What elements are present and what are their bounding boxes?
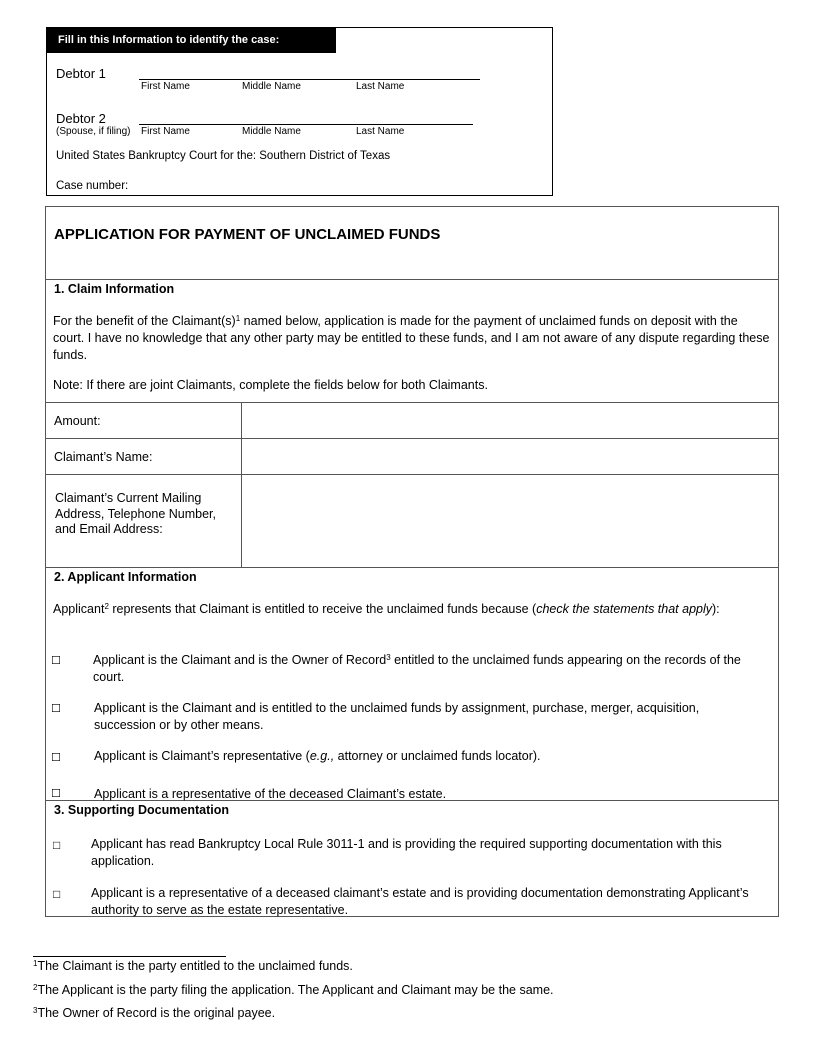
option-estate-documentation: Applicant is a representative of a deceased claimant’s estate and is providing documentation demonstrating Applicant’s authority to serve as the estate representative.	[91, 886, 749, 917]
option-local-rule: Applicant has read Bankruptcy Local Rule 3011-1 and is providing the required supporting documentation with this application.	[91, 837, 722, 868]
amount-input[interactable]	[243, 403, 777, 437]
claimant-name-label: Claimant’s Name:	[54, 450, 153, 464]
footnote-2: $^2$The Applicant is the party filing the application. The Applicant and Claimant may be the same.	[33, 983, 554, 997]
footnote-separator	[33, 956, 226, 957]
footnote-3: $^3$The Owner of Record is the original payee.	[33, 1006, 276, 1020]
case-info-header: Fill in this Information to identify the case:	[46, 28, 336, 53]
claimant-address-label: Claimant’s Current Mailing Address, Telephone Number, and Email Address:	[55, 491, 216, 536]
option-owner-of-record: Applicant is the Claimant and is the Owner of Record$^3$ entitled to the unclaimed funds appearing on the records of the court.	[93, 653, 741, 684]
debtor1-label: Debtor 1	[56, 66, 106, 81]
debtor2-name-field[interactable]	[139, 124, 473, 125]
option-representative: Applicant is Claimant’s representative (e.g., attorney or unclaimed funds locator).	[94, 749, 541, 763]
section1-title: 1. Claim Information	[54, 282, 175, 296]
footnote-ref-2: 2	[104, 602, 109, 611]
assignment-checkbox[interactable]: ☐	[51, 703, 61, 715]
field-column-divider	[241, 402, 242, 567]
court-line: United States Bankruptcy Court for the: Southern District of Texas	[56, 150, 391, 162]
divider	[45, 567, 779, 568]
footnote-ref-1: 1	[235, 314, 241, 323]
section2-title: 2. Applicant Information	[54, 570, 197, 584]
representative-checkbox[interactable]: ☐	[51, 752, 61, 764]
section1-paragraph: For the benefit of the $Claimant(s)^1$ named below, application is made for the payment of unclaimed funds on deposit with the court. I have no knowledge that any other party may be entitled to these funds, and I am not aware of any dispute regarding these funds.	[53, 314, 770, 362]
section1-note: Note: If there are joint Claimants, complete the fields below for both Claimants.	[53, 378, 488, 392]
debtor1-middle-name-label: Middle Name	[242, 81, 301, 92]
option-assignment: Applicant is the Claimant and is entitled to the unclaimed funds by assignment, purchase, merger, acquisition, succession or by other means.	[94, 701, 700, 732]
section3-title: 3. Supporting Documentation	[54, 803, 229, 817]
owner-of-record-checkbox[interactable]: ☐	[51, 655, 61, 667]
local-rule-checkbox[interactable]: □	[53, 838, 61, 852]
debtor2-middle-name-label: Middle Name	[242, 126, 301, 137]
footnote-1: $^1$The Claimant is the party entitled to the unclaimed funds.	[33, 959, 353, 973]
amount-label: Amount:	[54, 414, 101, 428]
claimant-address-input[interactable]	[243, 475, 777, 566]
divider	[45, 279, 779, 280]
debtor2-spouse-note: (Spouse, if filing)	[56, 126, 131, 137]
debtor2-first-name-label: First Name	[141, 126, 190, 137]
estate-documentation-checkbox[interactable]: □	[53, 887, 61, 901]
debtor2-label: Debtor 2	[56, 111, 106, 126]
debtor1-last-name-label: Last Name	[356, 81, 405, 92]
debtor1-name-field[interactable]	[139, 79, 480, 80]
form-title: APPLICATION FOR PAYMENT OF UNCLAIMED FUNDS	[54, 226, 441, 243]
section2-intro: Applicant$^2$ represents that Claimant is entitled to receive the unclaimed funds because (check the statements that apply):	[53, 602, 720, 616]
debtor2-last-name-label: Last Name	[356, 126, 405, 137]
estate-representative-checkbox[interactable]: ☐	[51, 788, 61, 800]
claimant-name-input[interactable]	[243, 439, 777, 473]
debtor1-first-name-label: First Name	[141, 81, 190, 92]
footnote-ref-3: 3	[386, 653, 391, 662]
case-number-label: Case number:	[56, 180, 129, 192]
option-estate-representative: Applicant is a representative of the deceased Claimant’s estate.	[94, 787, 447, 801]
